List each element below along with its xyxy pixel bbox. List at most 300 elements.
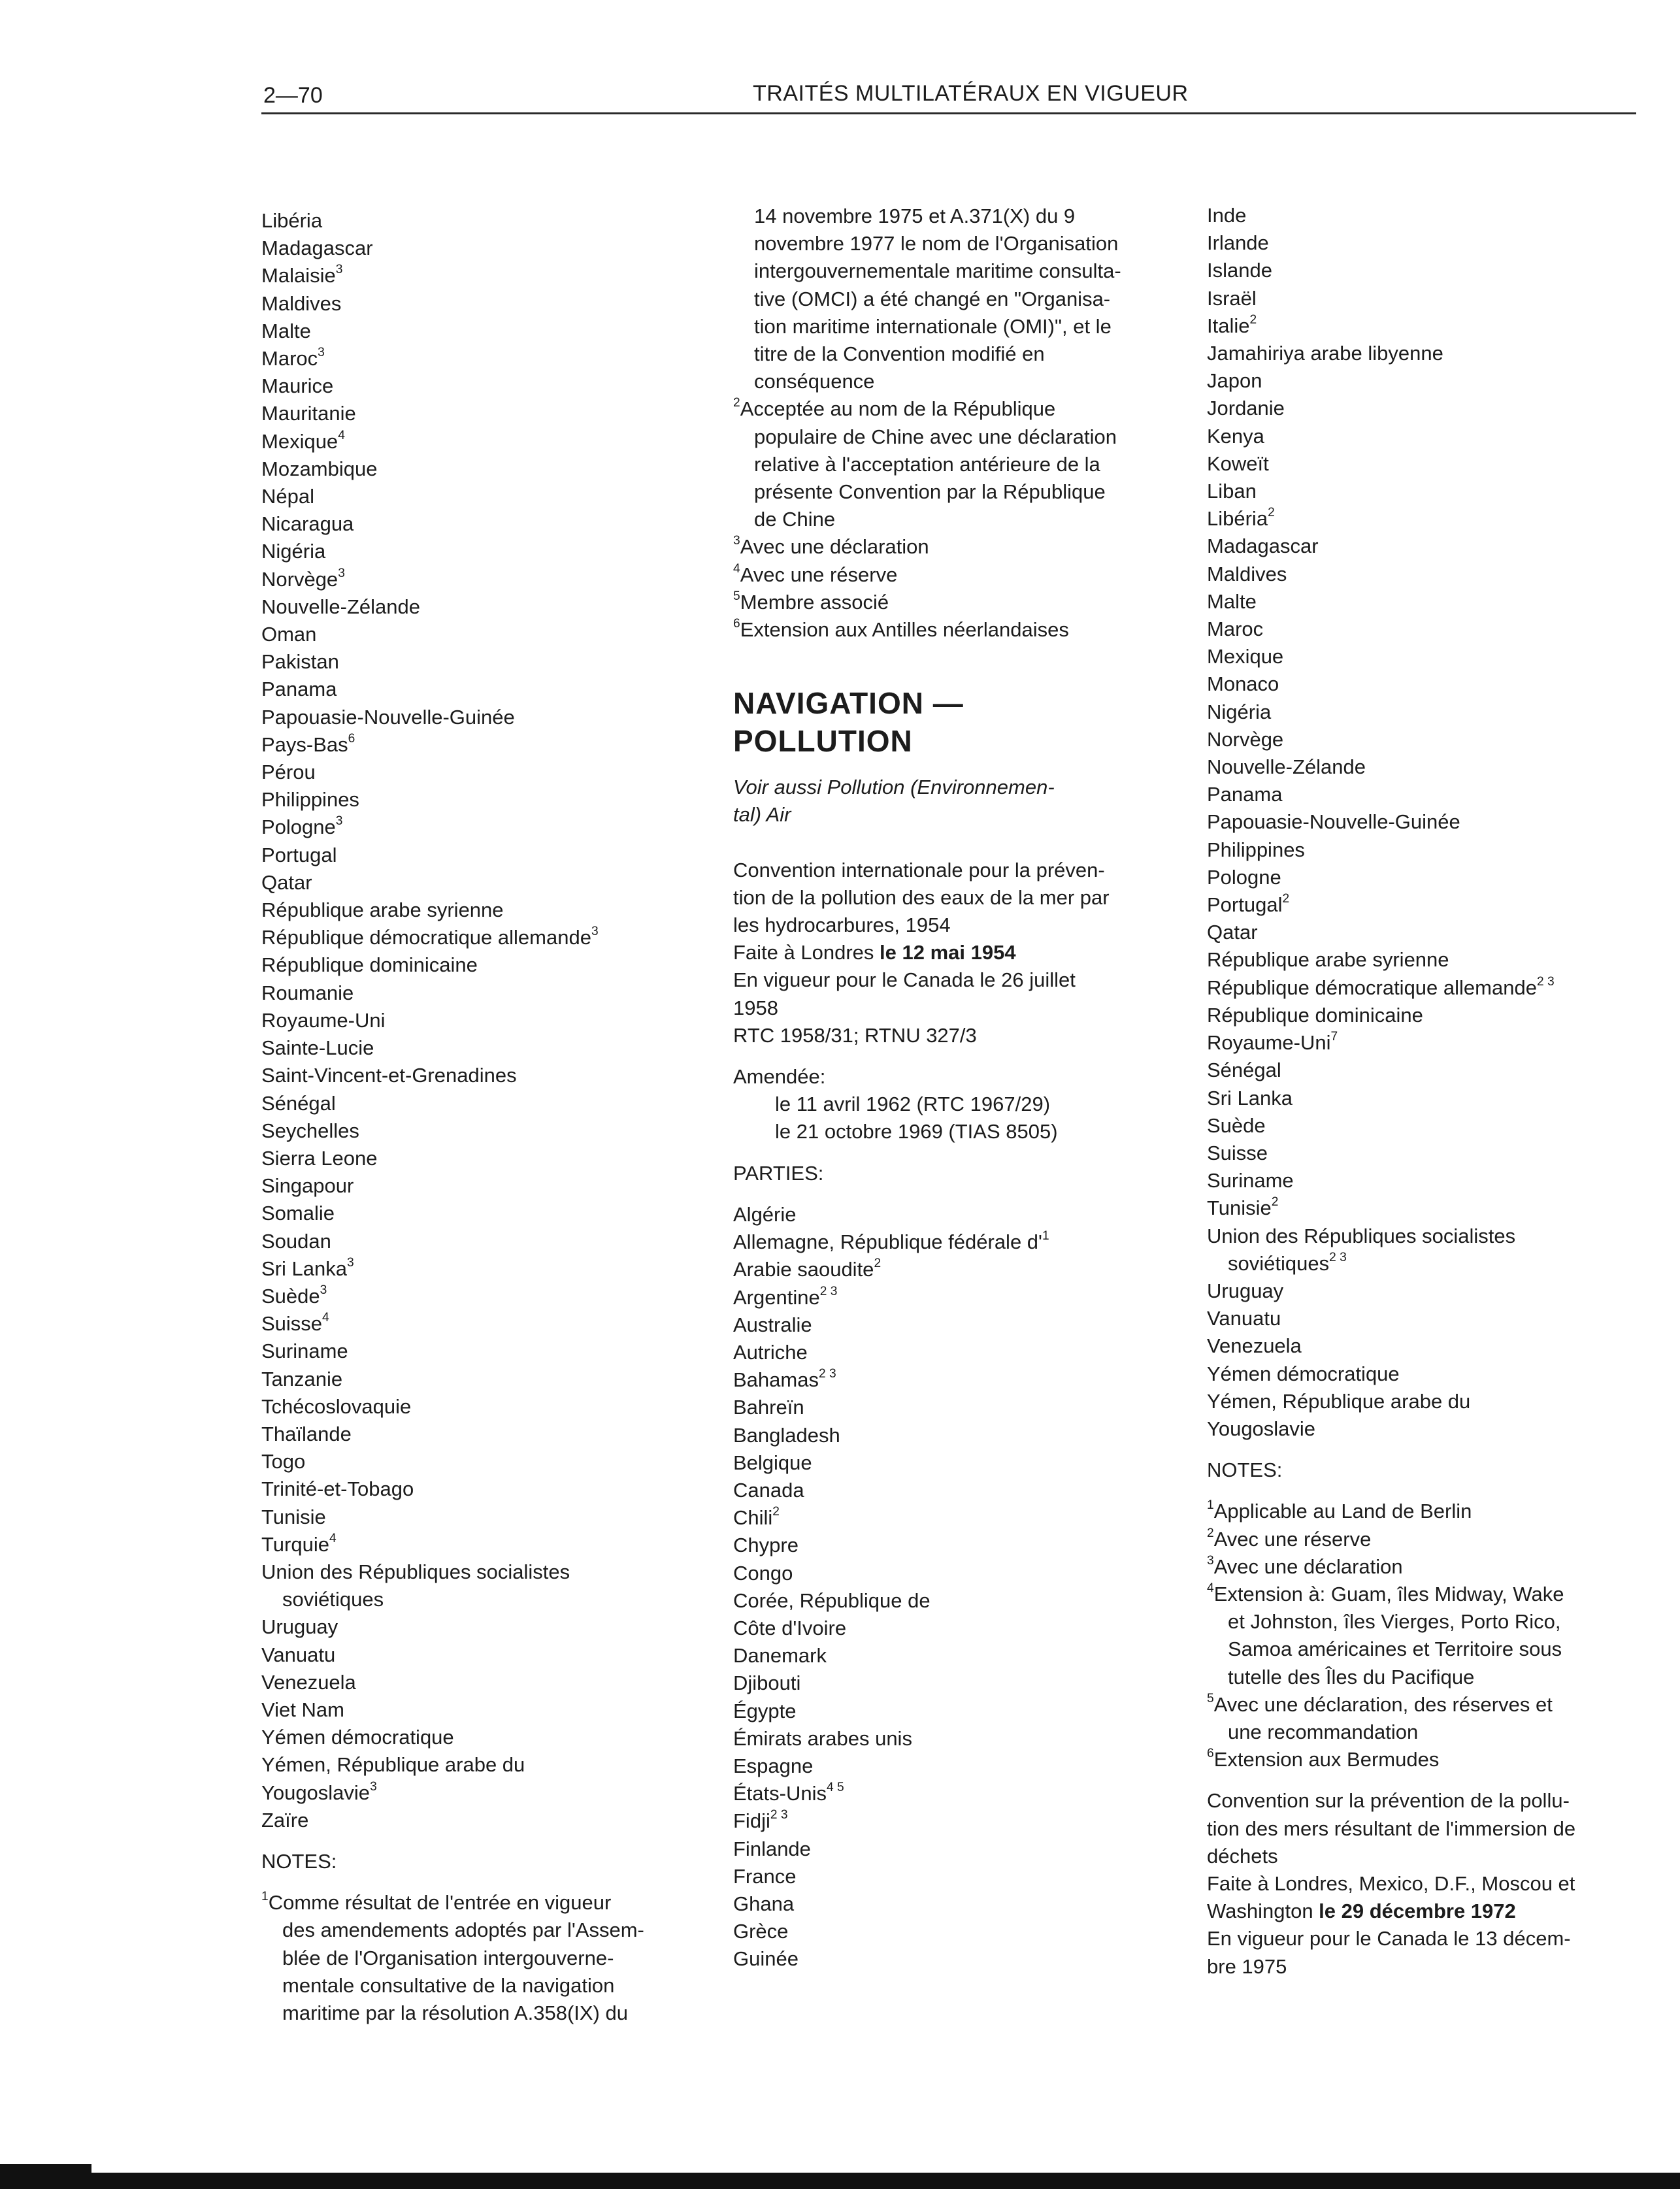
country-entry (261, 538, 680, 565)
party-entry-text: Papouasie-Nouvelle-Guinée (1207, 810, 1460, 834)
country-entry (261, 897, 680, 924)
footnote-ref: 3 (335, 814, 343, 829)
footnote-ref: 4 (338, 428, 345, 442)
note-line (733, 423, 1178, 451)
party-entry (1207, 561, 1651, 588)
note-line: tive (OMCI) a été changé en "Organisa- (754, 287, 1111, 310)
party-entry-text: Autriche (733, 1340, 808, 1364)
party-entry-text: Allemagne, République fédérale d' (733, 1230, 1042, 1254)
party-entry (733, 1504, 1178, 1532)
party-entry-text: États-Unis (733, 1782, 827, 1805)
note-line-text: Avec une déclaration (1213, 1555, 1403, 1578)
country-entry (261, 1228, 680, 1255)
note-line (1207, 1608, 1651, 1636)
party-entry-text: Israël (1207, 286, 1257, 310)
party-entry (1207, 1112, 1651, 1140)
party-entry-text: Argentine (733, 1285, 820, 1309)
party-entry-text: Yémen démocratique (1207, 1362, 1400, 1385)
country-entry-text: Oman (261, 623, 317, 646)
amended-label: Amendée: (733, 1065, 826, 1089)
country-entry (261, 1504, 680, 1531)
country-entry-text: Suriname (261, 1340, 348, 1363)
country-entry-text: Togo (261, 1450, 306, 1473)
country-entry (261, 1034, 680, 1062)
footnote-ref: 4 5 (826, 1781, 844, 1795)
party-entry-text: Grèce (733, 1920, 789, 1943)
party-entry-text: Mexique (1207, 645, 1284, 668)
party-entry-text: Égypte (733, 1699, 797, 1722)
note-line-text: Extension à: Guam, îles Midway, Wake (1213, 1582, 1564, 1605)
country-entry-text: Mozambique (261, 457, 378, 480)
note-line (733, 451, 1178, 478)
note-line (261, 1972, 680, 2000)
note-line-text: tutelle des Îles du Pacifique (1228, 1665, 1475, 1688)
country-entry-text: Soudan (261, 1229, 331, 1253)
party-entry (1207, 616, 1651, 643)
country-entry-text: Viet Nam (261, 1698, 344, 1721)
note-line: novembre 1977 le nom de l'Organisation (754, 232, 1119, 255)
party-entry (733, 1807, 1178, 1835)
party-entry-text: République dominicaine (1207, 1003, 1423, 1027)
footnote-ref: 3 (320, 1283, 327, 1298)
country-entry (261, 593, 680, 621)
footnote-marker: 3 (1207, 1553, 1214, 1568)
party-entry-text: Tunisie (1207, 1196, 1272, 1220)
party-entry (1207, 946, 1651, 974)
country-entry (261, 1393, 680, 1421)
party-entry-text: Qatar (1207, 921, 1258, 944)
country-entry-text: Saint-Vincent-et-Grenadines (261, 1064, 517, 1087)
party-entry (1207, 1029, 1651, 1057)
parties-list (733, 1201, 1178, 1973)
parties-label: PARTIES: (733, 1161, 824, 1185)
party-entry-text: Maroc (1207, 617, 1264, 641)
parties-list-continued (1207, 202, 1651, 1443)
country-entry (261, 1062, 680, 1089)
party-entry (1207, 974, 1651, 1002)
footnote-ref: 2 3 (1536, 974, 1555, 989)
party-entry-text: Monaco (1207, 672, 1279, 696)
party-entry (1207, 1250, 1651, 1277)
party-entry (733, 1256, 1178, 1283)
party-entry-text: Philippines (1207, 838, 1305, 861)
note-line (1207, 1719, 1651, 1746)
party-entry (1207, 919, 1651, 946)
country-entry (261, 1613, 680, 1641)
party-entry (733, 1201, 1178, 1228)
party-entry-text: Royaume-Uni (1207, 1031, 1331, 1055)
country-entry (261, 510, 680, 538)
party-entry (733, 1615, 1178, 1642)
party-entry-text: Espagne (733, 1754, 814, 1777)
party-entry (733, 1228, 1178, 1256)
party-entry (1207, 753, 1651, 781)
party-entry (733, 1560, 1178, 1587)
footnote-marker: 6 (1207, 1747, 1214, 1761)
note-line (1207, 1664, 1651, 1691)
party-entry (1207, 1360, 1651, 1388)
footnote-ref: 2 3 (770, 1808, 788, 1822)
country-entry-text: Tanzanie (261, 1367, 343, 1391)
country-entry-text: Norvège (261, 567, 338, 591)
country-entry (261, 235, 680, 262)
note-line (733, 478, 1178, 506)
scan-edge-bottom (0, 2173, 1680, 2189)
note-line: tion maritime internationale (OMI)", et le (754, 314, 1112, 338)
party-entry-text: Bahamas (733, 1368, 819, 1392)
party-entry-text: République démocratique allemande (1207, 976, 1537, 999)
country-entry-text: Sri Lanka (261, 1257, 347, 1280)
party-entry (733, 1698, 1178, 1725)
country-list-continued (261, 207, 680, 1834)
party-entry-text: Belgique (733, 1451, 812, 1474)
country-entry-text: République démocratique allemande (261, 926, 591, 949)
party-entry (1207, 505, 1651, 533)
note-line (733, 533, 1178, 561)
party-entry-text: Malte (1207, 589, 1257, 613)
country-entry-text: Pays-Bas (261, 732, 348, 756)
party-entry-text: Sénégal (1207, 1059, 1281, 1082)
country-entry-text: Maroc (261, 347, 318, 370)
footnote-marker: 1 (261, 1890, 269, 1904)
treaty-references: RTC 1958/31; RTNU 327/3 (733, 1023, 977, 1047)
note-line (733, 589, 1178, 616)
country-entry (261, 924, 680, 951)
party-entry (1207, 1305, 1651, 1332)
country-entry (261, 1779, 680, 1807)
country-entry (261, 814, 680, 841)
party-entry-text: Yougoslavie (1207, 1417, 1316, 1440)
note-line-text: des amendements adoptés par l'Assem- (282, 1918, 644, 1942)
country-entry (261, 648, 680, 676)
country-entry-text: Royaume-Uni (261, 1008, 386, 1032)
note-line (1207, 1553, 1651, 1581)
party-entry (1207, 588, 1651, 616)
country-entry (261, 1007, 680, 1034)
party-entry-text: Maldives (1207, 562, 1287, 585)
country-entry (261, 207, 680, 235)
parties-notes (1207, 1498, 1651, 1773)
party-entry-text: Sri Lanka (1207, 1086, 1293, 1110)
note-line-text: Applicable au Land de Berlin (1213, 1500, 1472, 1523)
convention-title (733, 857, 1178, 940)
footnote-ref: 3 (318, 346, 325, 360)
footnote-ref: 3 (335, 263, 343, 277)
country-entry (261, 1172, 680, 1200)
section-heading-line-2: POLLUTION (733, 724, 913, 759)
country-entry (261, 483, 680, 510)
footnote-marker: 6 (733, 617, 740, 631)
footnote-marker: 4 (1207, 1581, 1214, 1596)
convention-2-line: tion des mers résultant de l'immersion de (1207, 1817, 1576, 1840)
note-1-continued (733, 203, 1178, 395)
header-rule (261, 112, 1636, 114)
footnote-ref: 2 3 (818, 1367, 836, 1381)
country-entry (261, 1807, 680, 1834)
party-entry-text: Vanuatu (1207, 1307, 1281, 1330)
country-entry (261, 290, 680, 318)
country-entry-text: Union des Républiques socialistes (261, 1560, 570, 1583)
party-entry (733, 1311, 1178, 1339)
note-line (261, 1945, 680, 1972)
country-entry-text: Pérou (261, 761, 316, 784)
note-line-text: de Chine (754, 508, 836, 531)
party-entry-text: Algérie (733, 1202, 797, 1226)
note-line (733, 506, 1178, 533)
party-entry (733, 1477, 1178, 1504)
country-entry (261, 1338, 680, 1365)
party-entry (1207, 312, 1651, 340)
country-entry (261, 1090, 680, 1117)
footnote-marker: 2 (1207, 1526, 1214, 1540)
country-entry-text: Mauritanie (261, 402, 356, 425)
country-entry (261, 428, 680, 455)
note-line: conséquence (754, 370, 875, 393)
convention-2-in-force (1207, 1925, 1651, 1980)
footnote-ref: 7 (1330, 1030, 1338, 1044)
party-entry-text: Jordanie (1207, 397, 1285, 420)
party-entry (1207, 1277, 1651, 1305)
country-entry (261, 1117, 680, 1145)
country-entry-text: Pologne (261, 815, 336, 839)
convention-2-in-force-line: bre 1975 (1207, 1954, 1287, 1978)
country-entry-text: Trinité-et-Tobago (261, 1477, 414, 1501)
party-entry (733, 1284, 1178, 1311)
country-entry-text: Somalie (261, 1202, 335, 1225)
note-line-text: présente Convention par la République (754, 480, 1106, 504)
country-entry (261, 1696, 680, 1724)
note-line (733, 561, 1178, 589)
party-entry-text: Irlande (1207, 231, 1269, 255)
party-entry (733, 1422, 1178, 1449)
footnote-ref: 1 (1042, 1229, 1049, 1243)
party-entry (1207, 257, 1651, 284)
footnote-marker: 3 (733, 534, 740, 548)
party-entry-text: Venezuela (1207, 1334, 1302, 1358)
convention-2-title (1207, 1787, 1651, 1898)
convention-2-done-at: Washington le 29 décembre 1972 (1207, 1900, 1516, 1923)
country-entry-text: Sierra Leone (261, 1146, 378, 1170)
party-entry-text: Liban (1207, 480, 1257, 503)
party-entry (1207, 864, 1651, 891)
note-line-text: relative à l'acceptation antérieure de la (754, 452, 1100, 476)
country-entry (261, 1366, 680, 1393)
country-entry-text: Seychelles (261, 1119, 359, 1142)
party-entry-text: Italie (1207, 314, 1250, 337)
party-entry-text: Fidji (733, 1809, 770, 1833)
notes-label: NOTES: (261, 1849, 337, 1873)
footnote-marker: 5 (1207, 1691, 1214, 1705)
party-entry (1207, 340, 1651, 367)
party-entry-text: Canada (733, 1478, 804, 1502)
footnote-ref: 3 (346, 1255, 354, 1270)
party-entry (733, 1366, 1178, 1394)
party-entry (1207, 1167, 1651, 1194)
party-entry-text: Panama (1207, 783, 1283, 806)
party-entry-text: Nouvelle-Zélande (1207, 755, 1366, 779)
country-entry (261, 869, 680, 897)
party-entry-text: France (733, 1864, 797, 1888)
footnote-ref: 2 (874, 1257, 881, 1271)
country-entry (261, 1255, 680, 1283)
country-entry (261, 345, 680, 372)
note-line-text: Avec une réserve (1213, 1527, 1372, 1551)
country-entry (261, 1724, 680, 1751)
footnote-ref: 4 (322, 1311, 329, 1325)
country-entry (261, 704, 680, 731)
party-entry-text: Suriname (1207, 1169, 1294, 1193)
party-entry-text: soviétiques (1228, 1251, 1330, 1275)
country-entry (261, 1641, 680, 1669)
note-line: 14 novembre 1975 et A.371(X) du 9 (754, 205, 1076, 227)
footnote-ref: 2 (772, 1505, 780, 1519)
party-entry (1207, 285, 1651, 312)
party-entry-text: Corée, République de (733, 1588, 931, 1612)
country-entry-text: Panama (261, 678, 337, 701)
country-entry-text: Singapour (261, 1174, 354, 1198)
party-entry-text: Finlande (733, 1837, 811, 1860)
party-entry (1207, 1140, 1651, 1167)
convention-2-in-force-line: En vigueur pour le Canada le 13 décem- (1207, 1927, 1571, 1950)
party-entry (733, 1587, 1178, 1615)
see-also-line-1: Voir aussi Pollution (Environnemen- (733, 776, 1055, 799)
country-entry (261, 372, 680, 400)
party-entry-text: Madagascar (1207, 535, 1319, 558)
running-header-title: TRAITÉS MULTILATÉRAUX EN VIGUEUR (753, 81, 1189, 106)
country-entry (261, 566, 680, 593)
party-entry (1207, 1415, 1651, 1443)
note-line-text: Membre associé (740, 590, 889, 614)
party-entry (1207, 450, 1651, 478)
party-entry (733, 1532, 1178, 1559)
page-number: 2—70 (263, 83, 323, 108)
country-entry (261, 1283, 680, 1310)
note-line-text: Extension aux Bermudes (1213, 1748, 1440, 1771)
party-entry-text: Arabie saoudite (733, 1258, 874, 1281)
in-force-line-2: 1958 (733, 996, 778, 1019)
country-entry (261, 1751, 680, 1779)
party-entry-text: Chypre (733, 1534, 799, 1557)
country-entry (261, 979, 680, 1007)
convention-title-line: Convention internationale pour la préven- (733, 858, 1105, 881)
country-entry (261, 676, 680, 703)
footnote-ref: 2 (1271, 1195, 1279, 1210)
country-entry-text: Pakistan (261, 650, 339, 674)
note-line (261, 2000, 680, 2027)
country-entry-text: Sainte-Lucie (261, 1036, 374, 1060)
note-line (1207, 1526, 1651, 1553)
notes-label: NOTES: (1207, 1458, 1283, 1482)
country-entry-text: Uruguay (261, 1615, 338, 1639)
country-entry-text: Yémen, République arabe du (261, 1753, 525, 1777)
country-entry (261, 1421, 680, 1448)
party-entry (1207, 1223, 1651, 1250)
country-entry-text: Nicaragua (261, 512, 354, 536)
party-entry (733, 1753, 1178, 1780)
footnote-marker: 4 (733, 561, 740, 576)
party-entry (733, 1339, 1178, 1366)
party-entry-text: Bahreïn (733, 1396, 804, 1419)
section-heading-line-1: NAVIGATION — (733, 686, 964, 721)
party-entry-text: Suède (1207, 1113, 1266, 1137)
note-line: titre de la Convention modifié en (754, 342, 1045, 366)
column-2 (733, 203, 1178, 1973)
note-line-text: Samoa américaines et Territoire sous (1228, 1638, 1562, 1661)
party-entry (1207, 478, 1651, 505)
party-entry-text: Norvège (1207, 727, 1284, 751)
country-entry-text: Tunisie (261, 1505, 326, 1528)
footnote-marker: 2 (733, 396, 740, 410)
note-line (733, 395, 1178, 423)
party-entry-text: Inde (1207, 204, 1247, 227)
country-entry-text: Thaïlande (261, 1422, 352, 1445)
country-entry-text: Zaïre (261, 1808, 309, 1832)
country-entry (261, 318, 680, 345)
party-entry-text: Kenya (1207, 424, 1264, 448)
party-entry (733, 1780, 1178, 1807)
country-entry-text: Venezuela (261, 1670, 356, 1694)
party-entry-text: Australie (733, 1313, 812, 1336)
note-line-text: populaire de Chine avec une déclaration (754, 425, 1117, 448)
party-entry (1207, 699, 1651, 726)
party-entry-text: République arabe syrienne (1207, 948, 1449, 972)
convention-title-line: les hydrocarbures, 1954 (733, 913, 951, 937)
party-entry (1207, 229, 1651, 257)
convention-2-date: le 29 décembre 1972 (1319, 1900, 1516, 1923)
party-entry (1207, 808, 1651, 836)
see-also-line-2: tal) Air (733, 803, 791, 827)
party-entry-text: Koweït (1207, 452, 1269, 475)
party-entry-text: Uruguay (1207, 1279, 1284, 1302)
note-line-text: maritime par la résolution A.358(IX) du (282, 2001, 628, 2024)
country-entry (261, 1145, 680, 1172)
country-entry-text: Libéria (261, 209, 323, 232)
country-entry (261, 400, 680, 427)
country-entry (261, 262, 680, 289)
note-line-text: et Johnston, îles Vierges, Porto Rico, (1228, 1610, 1561, 1634)
party-entry (733, 1890, 1178, 1918)
country-entry (261, 1475, 680, 1503)
party-entry-text: Portugal (1207, 893, 1283, 917)
party-entry-text: Islande (1207, 259, 1272, 282)
party-entry (733, 1394, 1178, 1421)
country-entry (261, 1531, 680, 1558)
notes-3-to-6 (733, 533, 1178, 644)
country-entry-text: Vanuatu (261, 1643, 336, 1666)
party-entry-text: Suisse (1207, 1141, 1268, 1164)
done-at-date: le 12 mai 1954 (880, 941, 1016, 964)
country-entry (261, 759, 680, 786)
country-entry-text: Turquie (261, 1532, 329, 1556)
convention-2-line: Faite à Londres, Mexico, D.F., Moscou et (1207, 1871, 1575, 1895)
footnote-ref: 3 (370, 1779, 377, 1794)
convention-title-line: tion de la pollution des eaux de la mer par (733, 885, 1110, 909)
country-entry-text: Philippines (261, 788, 359, 812)
party-entry-text: Pologne (1207, 865, 1281, 889)
party-entry (1207, 1194, 1651, 1222)
country-entry-text: Tchécoslovaquie (261, 1394, 412, 1418)
note-line: intergouvernementale maritime consulta- (754, 259, 1121, 283)
party-entry-text: Congo (733, 1561, 793, 1585)
party-entry (733, 1449, 1178, 1477)
note-line (1207, 1691, 1651, 1719)
note-1 (261, 1889, 680, 2027)
country-entry (261, 1200, 680, 1227)
party-entry (733, 1670, 1178, 1697)
country-entry-text: Maurice (261, 374, 334, 398)
party-entry (733, 1945, 1178, 1973)
country-entry-text: Népal (261, 485, 314, 508)
